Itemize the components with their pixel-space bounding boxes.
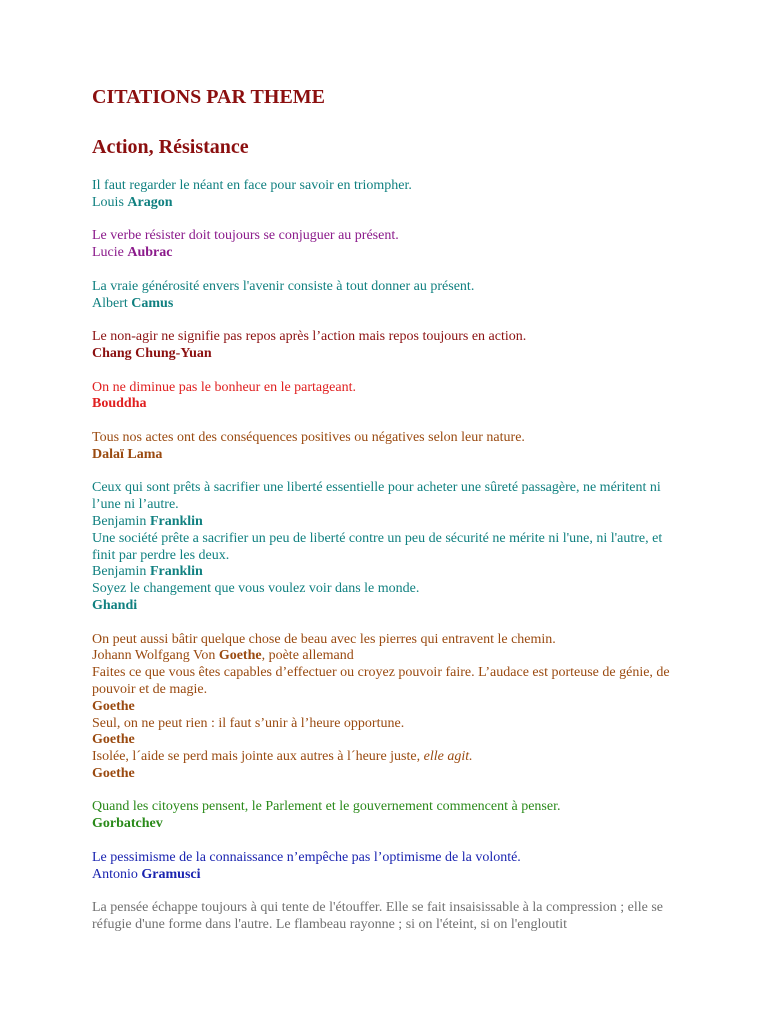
quote-text: On ne diminue pas le bonheur en le partageant. — [92, 379, 356, 395]
author-last-name: Gorbatchev — [92, 816, 163, 832]
author-first-name: Benjamin — [92, 513, 150, 529]
section-title: Action, Résistance — [92, 136, 249, 158]
quote-block — [92, 380, 682, 414]
quote-block — [92, 430, 682, 464]
author-last-name: Dalaï Lama — [92, 446, 163, 462]
quote-text: Le verbe résister doit toujours se conjuguer au présent. — [92, 228, 399, 244]
quote-author — [92, 447, 682, 464]
quotes-list — [92, 178, 682, 951]
author-first-name: Benjamin — [92, 564, 150, 580]
quote-author — [92, 245, 682, 262]
page-title: CITATIONS PAR THEME — [92, 86, 325, 108]
author-last-name: Aragon — [127, 194, 173, 210]
quote-author — [92, 598, 682, 615]
quote-author — [92, 346, 682, 363]
quote-author — [92, 766, 682, 783]
author-last-name: Franklin — [149, 564, 203, 580]
author-last-name: Franklin — [149, 513, 203, 529]
quote-author — [92, 195, 682, 212]
quote-author — [92, 564, 682, 581]
quote-text: Faites ce que vous êtes capables d’effectuer ou croyez pouvoir faire. L’audace est porteuse de génie, de pouvoir et de magie. — [92, 665, 670, 697]
author-last-name: Goethe — [92, 698, 135, 714]
author-suffix: , poète allemand — [261, 648, 354, 664]
quote-text: Ceux qui sont prêts à sacrifier une liberté essentielle pour acheter une sûreté passagère, ne méritent ni l’une ni l’autre. — [92, 480, 661, 513]
author-first-name: Albert — [92, 295, 132, 311]
quote-author — [92, 296, 682, 313]
quote-text: La vraie générosité envers l'avenir consiste à tout donner au présent. — [92, 278, 475, 294]
author-first-name: Antonio — [92, 866, 142, 882]
author-last-name: Gramusci — [141, 866, 201, 882]
quote-text: Tous nos actes ont des conséquences positives ou négatives selon leur nature. — [92, 429, 525, 445]
quote-block — [92, 480, 682, 614]
quote-text: Soyez le changement que vous voulez voir dans le monde. — [92, 581, 420, 597]
quote-block — [92, 279, 682, 313]
quote-author — [92, 867, 682, 884]
quote-author — [92, 396, 682, 413]
author-last-name: Aubrac — [127, 245, 173, 261]
quote-text: On peut aussi bâtir quelque chose de beau avec les pierres qui entravent le chemin. — [92, 631, 556, 647]
quote-author — [92, 816, 682, 833]
author-last-name: Bouddha — [92, 396, 147, 412]
quote-text: Une société prête a sacrifier un peu de liberté contre un peu de sécurité ne mérite ni l'une, ni l'autre, et finit par perdre les deux. — [92, 530, 663, 563]
author-first-name: Louis — [92, 194, 128, 210]
quote-text: Le non-agir ne signifie pas repos après l’action mais repos toujours en action. — [92, 329, 527, 345]
quote-text: La pensée échappe toujours à qui tente de l'étouffer. Elle se fait insaisissable à la compression ; elle se réfugie d'une forme dans l'autre. Le flambeau rayonne ; si on l'éteint, si on l'engloutit — [92, 900, 664, 933]
quote-text: Le pessimisme de la connaissance n’empêche pas l’optimisme de la volonté. — [92, 849, 521, 865]
author-last-name: Camus — [131, 295, 174, 311]
quote-text — [92, 749, 682, 766]
quote-text: Quand les citoyens pensent, le Parlement et le gouvernement commencent à penser. — [92, 799, 561, 815]
author-last-name: Goethe — [92, 732, 135, 748]
quote-block — [92, 228, 682, 262]
quote-block — [92, 329, 682, 363]
author-first-name: Lucie — [92, 245, 128, 261]
quote-block — [92, 850, 682, 884]
quote-author — [92, 699, 682, 716]
quote-text-plain: Isolée, l´aide se perd mais jointe aux autres à l´heure juste, — [92, 749, 424, 765]
quote-author — [92, 514, 682, 531]
quote-block — [92, 900, 682, 934]
quote-block — [92, 799, 682, 833]
author-last-name: Goethe — [92, 765, 135, 781]
author-last-name: Chang Chung-Yuan — [92, 345, 212, 361]
author-last-name: Ghandi — [92, 597, 138, 613]
quote-author — [92, 732, 682, 749]
quote-text: Seul, on ne peut rien : il faut s’unir à l’heure opportune. — [92, 715, 405, 731]
quote-text-italic: elle agit. — [423, 749, 473, 765]
quote-text: Il faut regarder le néant en face pour savoir en triompher. — [92, 178, 412, 193]
author-first-name: Johann Wolfgang Von — [92, 648, 219, 664]
author-last-name: Goethe — [218, 648, 262, 664]
quote-block — [92, 178, 682, 212]
quote-author — [92, 648, 682, 665]
quote-block — [92, 632, 682, 783]
